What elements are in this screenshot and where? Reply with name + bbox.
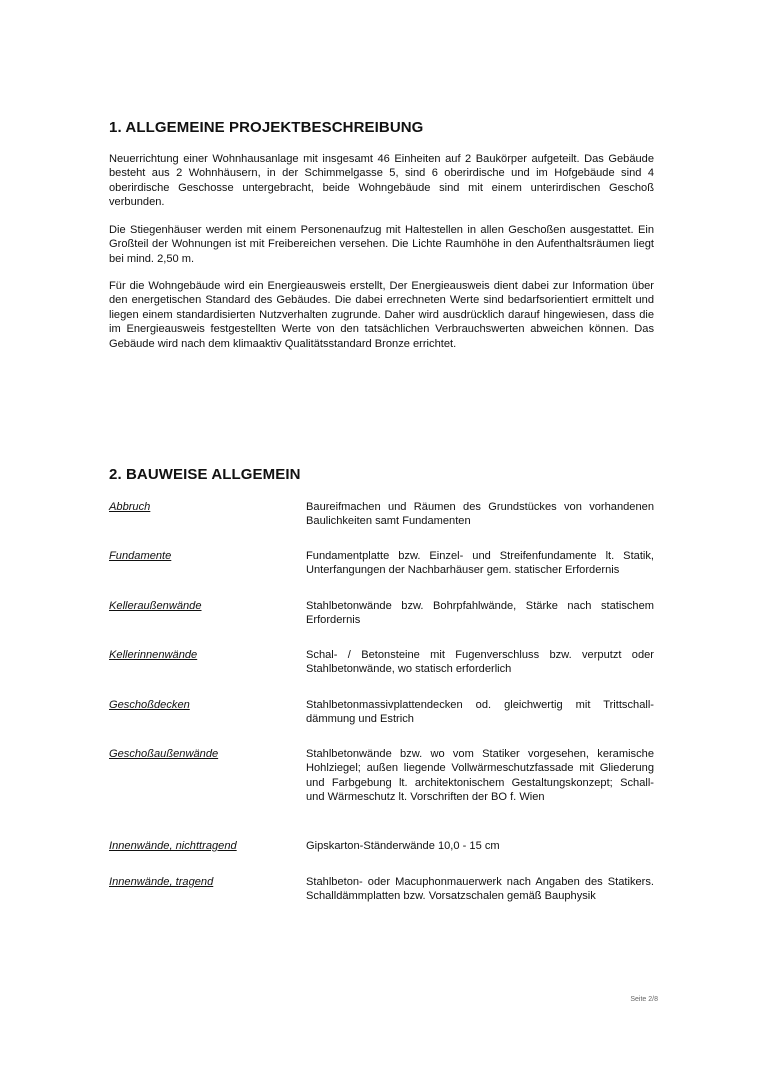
section-2-heading: 2. BAUWEISE ALLGEMEIN [109, 466, 301, 483]
item-desc-geschossaussenwaende: Stahlbetonwände bzw. wo vom Statiker vorgesehen, keramische Hohlziegel; außen liegende Vollwärmeschutzfassade mit Gliederung und Farbgebung lt. architektonischem Gestaltungskonzept; Schall- und Wärmeschutz lt. Vorschriften der BO f. Wien [306, 748, 654, 804]
item-label-fundamente: Fundamente [109, 550, 172, 562]
section-1-paragraph-1: Neuerrichtung einer Wohnhausanlage mit insgesamt 46 Einheiten auf 2 Baukörper aufgeteilt. Das Gebäude besteht aus 2 Wohnhäusern, in der Schimmelgasse 5, sind 6 oberirdische und im Hofgebäude sind 4 oberirdische Geschosse untergebracht, beide Wohngebäude sind mit einem unterirdischen Geschoß verbunden. [109, 153, 654, 209]
item-label-abbruch: Abbruch [109, 501, 151, 513]
item-label-innenwaende-tragend: Innenwände, tragend [109, 876, 214, 888]
item-label-kelleraussenwaende: Kelleraußenwände [109, 600, 202, 612]
item-desc-geschossdecken: Stahlbetonmassivplattendecken od. gleichwertig mit Trittschall-dämmung und Estrich [306, 699, 654, 726]
item-label-innenwaende-nichttragend: Innenwände, nichttragend [109, 840, 237, 852]
item-desc-innenwaende-tragend: Stahlbeton- oder Macuphonmauerwerk nach Angaben des Statikers. Schalldämmplatten bzw. Vorsatzschalen gemäß Bauphysik [306, 876, 654, 903]
item-label-kellerinnenwaende: Kellerinnenwände [109, 649, 198, 661]
item-desc-abbruch: Baureifmachen und Räumen des Grundstückes von vorhandenen Baulichkeiten samt Fundamenten [306, 501, 654, 528]
item-label-geschossdecken: Geschoßdecken [109, 699, 190, 711]
item-label-geschossaussenwaende: Geschoßaußenwände [109, 748, 219, 760]
item-desc-fundamente: Fundamentplatte bzw. Einzel- und Streifenfundamente lt. Statik, Unterfangungen der Nachbarhäuser gem. statischer Erfordernis [306, 550, 654, 577]
item-desc-innenwaende-nichttragend: Gipskarton-Ständerwände 10,0 - 15 cm [306, 840, 500, 852]
section-1-paragraph-3: Für die Wohngebäude wird ein Energieausweis erstellt, Der Energieausweis dient dabei zur Information über den energetischen Standard des Gebäudes. Die dabei errechneten Werte sind bedarfsorientiert ermittelt und liegen einem standardisierten Nutzverhalten zugrunde. Daher wird ausdrücklich darauf hingewiesen, dass die im Energieausweis festgestellten Werte von den tatsächlichen Verbrauchswerten abweichen können. Das Gebäude wird nach dem klimaaktiv Qualitätsstandard Bronze errichtet. [109, 280, 654, 350]
page-number: Seite 2/8 [630, 996, 658, 1003]
section-1-paragraph-2: Die Stiegenhäuser werden mit einem Personenaufzug mit Haltestellen in allen Geschoßen ausgestattet. Ein Großteil der Wohnungen ist mit Freibereichen versehen. Die Lichte Raumhöhe in den Aufenthaltsräumen liegt bei mind. 2,50 m. [109, 224, 654, 265]
item-desc-kellerinnenwaende: Schal- / Betonsteine mit Fugenverschluss bzw. verputzt oder Stahlbetonwände, wo statisch erforderlich [306, 649, 654, 676]
section-1-heading: 1. ALLGEMEINE PROJEKTBESCHREIBUNG [109, 119, 424, 136]
item-desc-kelleraussenwaende: Stahlbetonwände bzw. Bohrpfahlwände, Stärke nach statischem Erfordernis [306, 600, 654, 627]
